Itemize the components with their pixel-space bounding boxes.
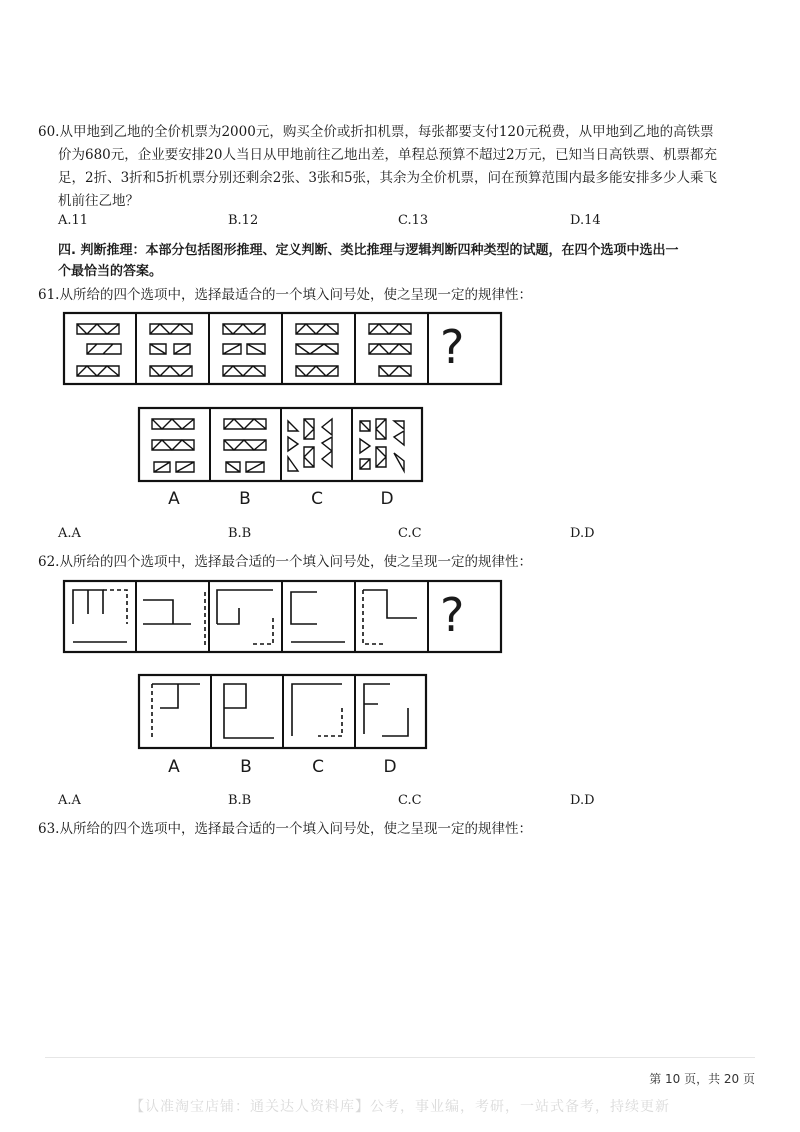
q61-letter-b: B [239,489,251,509]
q61-answer-figure[interactable] [138,407,424,483]
q62-letter-b: B [240,757,252,777]
section-heading-line-2: 个最恰当的答案。 [58,264,163,279]
q61-option-a[interactable]: A.A [58,526,81,541]
section-heading-line-1: 四. 判断推理：本部分包括图形推理、定义判断、类比推理与逻辑判断四种类型的试题，在四个选项中选出一 [58,243,679,258]
q60-line-3: 足，2折、3折和5折机票分别还剩余2张、3张和5张，其余为全价机票，问在预算范围内最多能安排多少人乘飞 [58,170,718,186]
q62-question-figure [63,580,503,654]
q60-option-d[interactable]: D.14 [570,213,601,228]
q61-letter-d: D [380,489,394,509]
page-number: 第 10 页，共 20 页 [649,1072,755,1086]
q61-question-figure [63,312,503,386]
q62-stem: 62.从所给的四个选项中，选择最合适的一个填入问号处，使之呈现一定的规律性： [38,554,532,570]
q60-option-b[interactable]: B.12 [228,213,259,228]
q60-line-2: 价为680元，企业要安排20人当日从甲地前往乙地出差，单程总预算不超过2万元，已知当日高铁票、机票都充 [58,147,718,163]
q62-letter-a: A [168,757,180,777]
q62-answer-figure[interactable] [138,674,428,750]
q62-option-d[interactable]: D.D [570,793,595,808]
q63-stem: 63.从所给的四个选项中，选择最合适的一个填入问号处，使之呈现一定的规律性： [38,821,532,837]
q62-option-c[interactable]: C.C [398,793,422,808]
watermark-text: 【认准淘宝店铺：通关达人资料库】公考，事业编，考研，一站式备考，持续更新 [130,1099,670,1115]
q61-option-d[interactable]: D.D [570,526,595,541]
footer-divider [45,1057,755,1058]
q62-letter-d: D [383,757,397,777]
q60-option-a[interactable]: A.11 [58,213,89,228]
q61-letter-c: C [311,489,323,509]
q60-line-4: 机前往乙地？ [58,193,139,209]
q62-letter-c: C [312,757,324,777]
q61-option-c[interactable]: C.C [398,526,422,541]
q62-question-mark: ? [440,588,465,642]
q60-line-1: 60.从甲地到乙地的全价机票为2000元，购买全价或折扣机票，每张都要支付120元税费，从甲地到乙地的高铁票 [38,124,714,140]
q62-option-b[interactable]: B.B [228,793,252,808]
q61-letter-a: A [168,489,180,509]
q61-question-mark: ? [440,320,465,374]
q61-stem: 61.从所给的四个选项中，选择最适合的一个填入问号处，使之呈现一定的规律性： [38,287,532,303]
q61-option-b[interactable]: B.B [228,526,252,541]
q62-option-a[interactable]: A.A [58,793,81,808]
q60-option-c[interactable]: C.13 [398,213,429,228]
